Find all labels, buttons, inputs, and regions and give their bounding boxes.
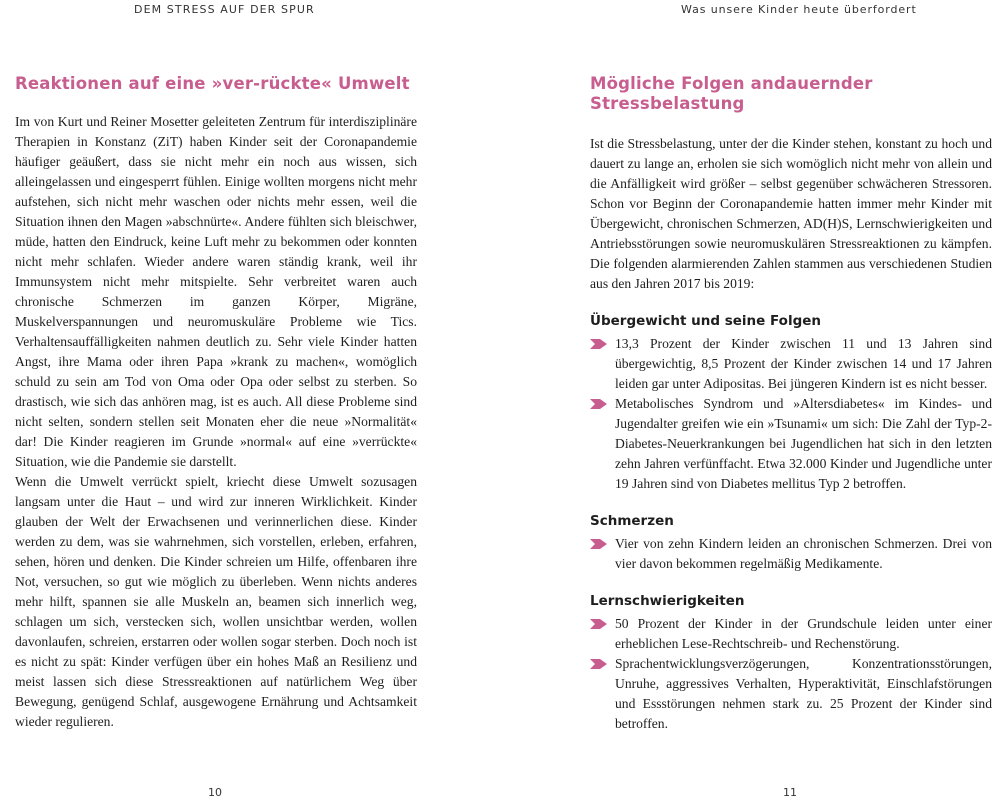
page-number-left: 10 — [208, 786, 222, 799]
bullet-text: 50 Prozent der Kinder in der Grundschule leiden unter einer erheblichen Lese-Rechtschreib- und Rechenstörung. — [615, 616, 992, 651]
right-page — [500, 0, 1000, 800]
running-head-left: DEM STRESS AUF DER SPUR — [134, 3, 315, 16]
arrow-bullet-icon — [590, 619, 607, 629]
running-head-right: Was unsere Kinder heute überfordert — [681, 3, 917, 16]
bullet-text: Sprachentwicklungsverzögerungen, Konzentrationsstörungen, Unruhe, aggressives Verhalten, Hyperaktivität, Einschlafstörungen und Essstörungen nehmen stark zu. 25 Prozent der Kinder sind betroffen. — [615, 656, 992, 731]
bullet-text: 13,3 Prozent der Kinder zwischen 11 und 13 Jahren sind übergewichtig, 8,5 Prozent der Kinder zwischen 14 und 17 Jahren leiden gar unter Adipositas. Bei jüngeren Kindern ist es nicht besser. — [615, 336, 992, 391]
left-body — [15, 112, 417, 732]
right-intro-block — [590, 134, 992, 294]
section-title-overweight: Übergewicht und seine Folgen — [590, 313, 822, 329]
page-number-right: 11 — [783, 786, 797, 799]
left-paragraph-1: Im von Kurt und Reiner Mosetter geleiteten Zentrum für interdisziplinäre Therapien in Konstanz (ZiT) haben Kinder seit der Coronapandemie häufiger geäußert, dass sie nicht mehr ein noch aus wissen, sich alleingelassen und eingesperrt fühlen. Einige wollten morgens nicht mehr aufstehen, sich nicht mehr waschen oder nichts mehr essen, weil die Situation ihnen den Magen »abschnürte«. Andere fühlten sich bleischwer, müde, hatten den Eindruck, keine Luft mehr zu bekommen oder konnten nicht mehr schlafen. Wieder andere waren ständig krank, weil ihr Immunsystem nicht mehr mitspielte. Sehr verbreitet waren auch chronische Schmerzen im ganzen Körper, Migräne, Muskelverspannungen und neuromuskuläre Probleme wie Tics. Verhaltensauffälligkeiten nahmen deutlich zu. Sehr viele Kinder hatten Angst, ihre Mama oder ihren Papa »krank zu machen«, womöglich schuld zu sein am Tod von Oma oder Opa oder selbst zu sterben. So drastisch, wie sich das anhören mag, ist es auch. All diese Probleme sind nicht selten, sondern stellen seit Monaten eher die neue »Normalität« dar! Die Kinder reagieren im Grunde »normal« auf eine »verrückte« Situation, wie die Pandemie sie darstellt. — [15, 114, 417, 469]
arrow-bullet-icon — [590, 339, 607, 349]
section-title-learning: Lernschwierigkeiten — [590, 593, 745, 609]
arrow-bullet-icon — [590, 659, 607, 669]
right-intro: Ist die Stressbelastung, unter der die Kinder stehen, konstant zu hoch und dauert zu lange an, erholen sie sich womöglich nicht mehr von allein und die Anfälligkeit wird größer – selbst gegenüber schwächeren Stressoren. Schon vor Beginn der Coronapandemie hatten immer mehr Kinder mit Übergewicht, chronischen Schmerzen, AD(H)S, Lernschwierigkeiten und Antriebsstörungen sowie neuromuskulären Stressreaktionen zu kämpfen. Die folgenden alarmierenden Zahlen stammen aus verschiedenen Studien aus den Jahren 2017 bis 2019: — [590, 136, 992, 291]
bullet-text: Vier von zehn Kindern leiden an chronischen Schmerzen. Drei von vier davon bekommen regelmäßig Medikamente. — [615, 536, 992, 571]
right-heading: Mögliche Folgen andauernder Stressbelastung — [590, 74, 873, 113]
left-heading: Reaktionen auf eine »ver-rückte« Umwelt — [15, 74, 410, 93]
arrow-bullet-icon — [590, 539, 607, 549]
arrow-bullet-icon — [590, 399, 607, 409]
bullet-text: Metabolisches Syndrom und »Altersdiabetes« im Kindes- und Jugendalter greifen wie ein »Tsunami« um sich: Die Zahl der Typ-2-Diabetes-Neuerkrankungen bei Jugendlichen hat sich in den letzten zehn Jahren verfünffacht. Etwa 32.000 Kinder und Jugendliche unter 19 Jahren sind von Diabetes mellitus Typ 2 betroffen. — [615, 396, 992, 491]
left-paragraph-2: Wenn die Umwelt verrückt spielt, kriecht diese Umwelt sozusagen langsam unter die Haut – und wird zur inneren Wirklichkeit. Kinder glauben der Welt der Erwachsenen und verinnerlichen diese. Kinder werden zu dem, was sie wahrnehmen, sich vorstellen, erleben, erfahren, sehen, hören und denken. Die Kinder schreien um Hilfe, offenbaren ihre Not, versuchen, so gut wie möglich zu überleben. Wenn nichts anderes mehr hilft, spannen sie alle Muskeln an, beamen sich innerlich weg, schlagen um sich, verstecken sich, wollen unsichtbar werden, wollen davonlaufen, schreien, erstarren oder wollen sogar sterben. Doch noch ist es nicht zu spät: Kinder verfügen über ein hohes Maß an Resilienz und meist lassen sich diese Stressreaktionen auf natürlichem Weg über Bewegung, genügend Schlaf, ausgewogene Ernährung und Achtsamkeit wieder regulieren. — [15, 474, 417, 729]
section-title-pain: Schmerzen — [590, 513, 674, 529]
